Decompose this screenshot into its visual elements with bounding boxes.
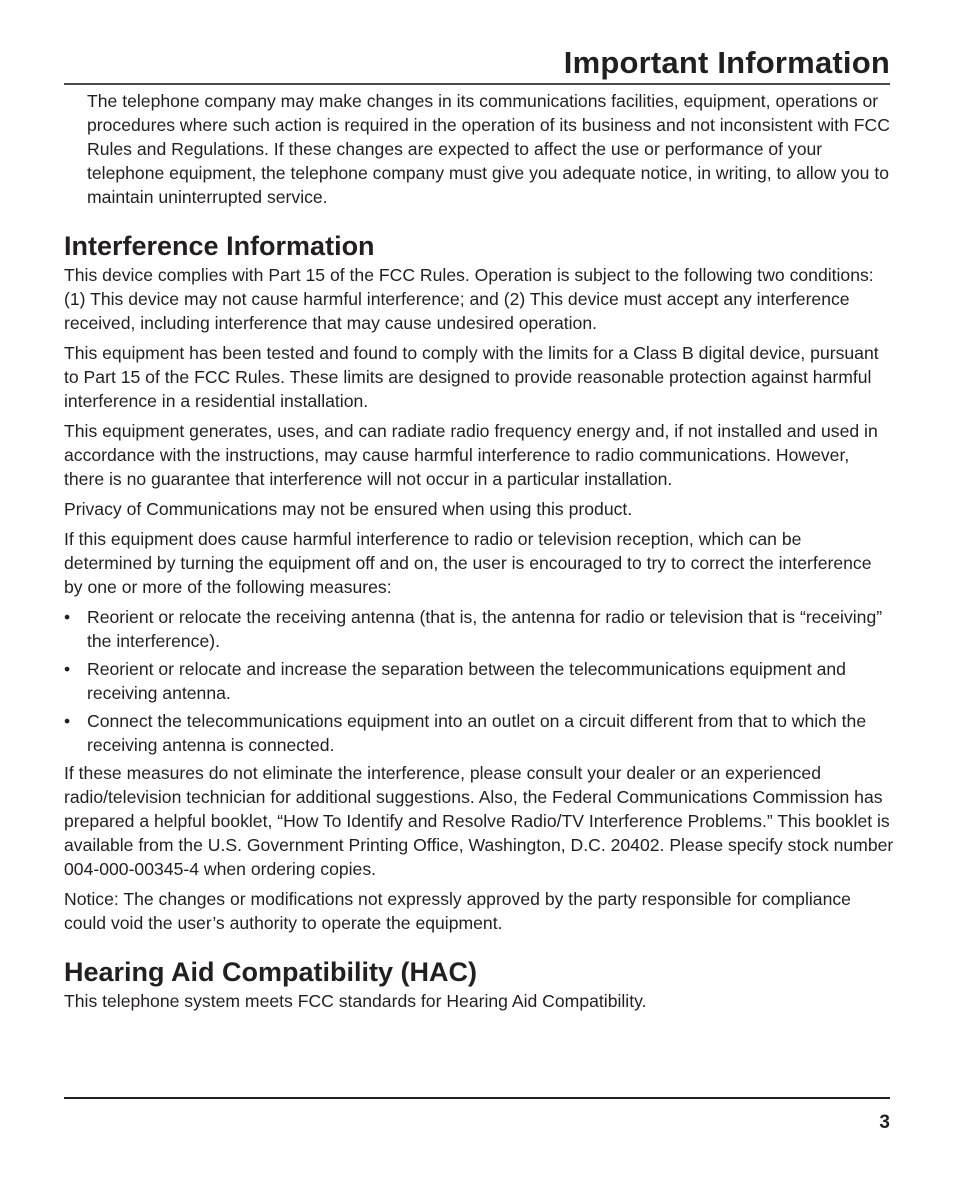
measures-intro-paragraph: If this equipment does cause harmful interference to radio or television reception, which can be determined by turning the equipment off and on, the user is encouraged to try to correct the interference by one or more of the following measures:	[64, 529, 872, 597]
measure-text: Connect the telecommunications equipment into an outlet on a circuit different from that to which the receiving antenna is connected.	[87, 711, 867, 755]
interference-paragraph-2: This equipment has been tested and found to comply with the limits for a Class B digital device, pursuant to Part 15 of the FCC Rules. These limits are designed to provide reasonable protection against harmful interference in a residential installation.	[64, 343, 879, 411]
page-title: Important Information	[563, 45, 890, 80]
footer-divider	[64, 1097, 890, 1099]
measures-list	[64, 605, 894, 757]
hac-heading: Hearing Aid Compatibility (HAC)	[64, 957, 478, 987]
list-item	[64, 657, 894, 705]
hac-paragraph: This telephone system meets FCC standards for Hearing Aid Compatibility.	[64, 991, 647, 1011]
page-number: 3	[879, 1112, 890, 1133]
after-measures-paragraph: If these measures do not eliminate the interference, please consult your dealer or an experienced radio/television technician for additional suggestions. Also, the Federal Communications Commission has prepared a helpful booklet, “How To Identify and Resolve Radio/TV Interference Problems.” This booklet is available from the U.S. Government Printing Office, Washington, D.C. 20402. Please specify stock number 004-000-00345-4 when ordering copies.	[64, 763, 894, 879]
notice-paragraph	[64, 887, 894, 935]
header-divider	[64, 83, 890, 85]
notice-text: : The changes or modifications not expressly approved by the party responsible for compliance could void the user’s authority to operate the equipment.	[64, 889, 851, 933]
bullet-icon: •	[64, 659, 71, 679]
measure-text: Reorient or relocate the receiving antenna (that is, the antenna for radio or television that is “receiving” the interference).	[87, 607, 883, 651]
bullet-icon: •	[64, 607, 71, 627]
measure-text: Reorient or relocate and increase the separation between the telecommunications equipment and receiving antenna.	[87, 659, 846, 703]
privacy-paragraph: Privacy of Communications may not be ensured when using this product.	[64, 499, 633, 519]
list-item	[64, 605, 894, 653]
interference-paragraph-3: This equipment generates, uses, and can radiate radio frequency energy and, if not installed and used in accordance with the instructions, may cause harmful interference to radio communications. However, there is no guarantee that interference will not occur in a particular installation.	[64, 421, 878, 489]
interference-paragraph-1: This device complies with Part 15 of the FCC Rules. Operation is subject to the following two conditions: (1) This device may not cause harmful interference; and (2) This device must accept any interference received, including interference that may cause undesired operation.	[64, 265, 874, 333]
list-item	[64, 709, 894, 757]
interference-heading: Interference Information	[64, 231, 375, 261]
page-content	[64, 89, 894, 1019]
intro-paragraph: The telephone company may make changes in its communications facilities, equipment, operations or procedures where such action is required in the operation of its business and not inconsistent with FCC Rules and Regulations. If these changes are expected to affect the use or performance of your telephone equipment, the telephone company must give you adequate notice, in writing, to allow you to maintain uninterrupted service.	[87, 91, 890, 207]
notice-label: Notice	[64, 889, 114, 909]
bullet-icon: •	[64, 711, 71, 731]
